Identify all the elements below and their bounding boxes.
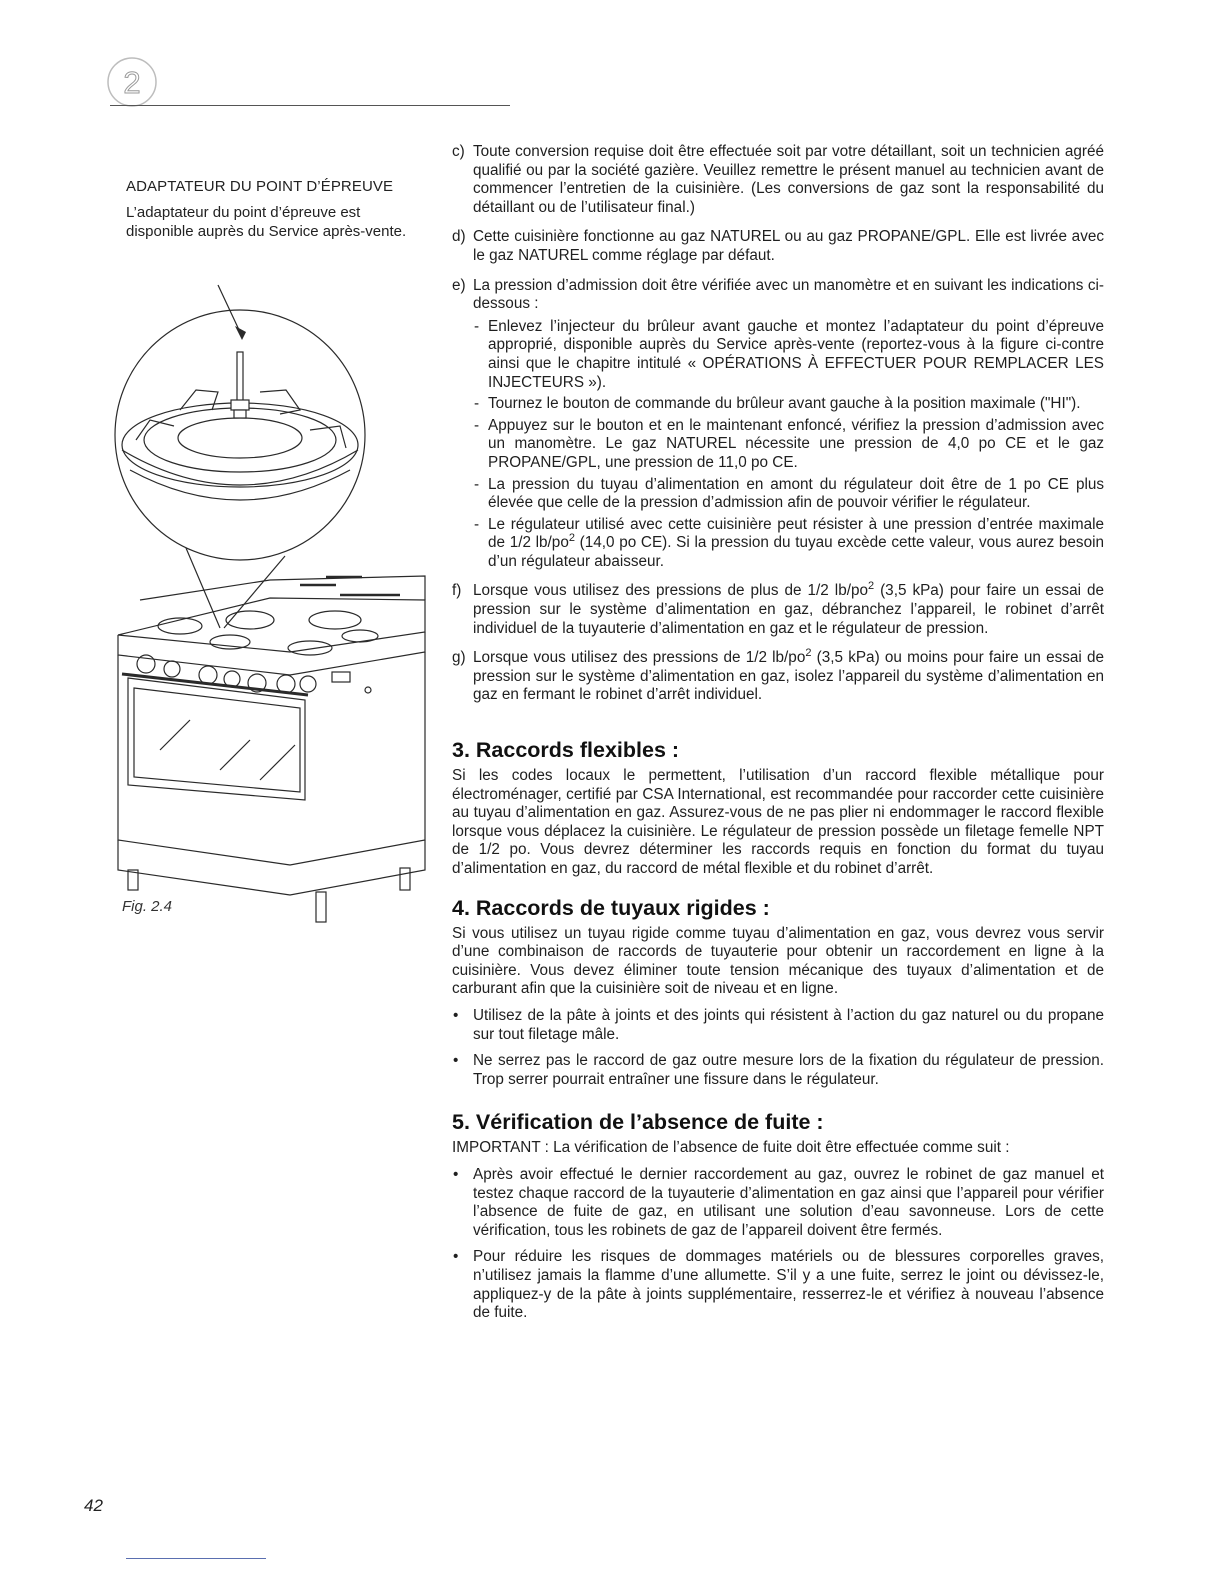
item-f-label: f) — [452, 582, 462, 600]
item-c — [452, 143, 1104, 217]
item-g — [452, 649, 1104, 705]
item-c-label: c) — [452, 143, 465, 160]
superscript: 2 — [805, 647, 812, 660]
bullet-text: Utilisez de la pâte à joints et des joints qui résistent à l’action du gaz naturel ou du propane sur tout filetage mâle. — [473, 1006, 1104, 1043]
item-e-sub-text: Le régulateur utilisé avec cette cuisinière peut résister à une pression d’entrée maximale de 1/2 lb/po — [488, 515, 1104, 552]
item-d-label: d) — [452, 228, 466, 246]
range-illustration — [100, 280, 440, 940]
header-rule — [110, 105, 510, 106]
section-4-bullet — [452, 1007, 1104, 1044]
adapter-title: ADAPTATEUR DU POINT D’ÉPREUVE — [126, 178, 394, 195]
adapter-text: L’adaptateur du point d’épreuve est disponible auprès du Service après-vente. — [126, 204, 407, 240]
item-g-text: Lorsque vous utilisez des pressions de 1/2 lb/po — [473, 649, 806, 667]
figure-caption: Fig. 2.4 — [122, 898, 173, 915]
dash: - — [474, 317, 480, 335]
chapter-number: 2 — [123, 65, 141, 100]
dash: - — [474, 515, 480, 533]
item-g-label: g) — [452, 649, 466, 667]
item-f — [452, 582, 1104, 638]
section-3-text: Si les codes locaux le permettent, l’utilisation d’un raccord flexible métallique pour électroménager, certifié par CSA International, est recommandée pour raccorder cette cuisinière au tuyau d’alimentation en gaz. Assurez-vous de ne pas plier ni endommager le raccord flexible lorsque vous déplacez la cuisinière. Le régulateur de pression possède un filetage femelle NPT de 1/2 po. Vous devrez déterminer les raccords requis en fonction du format du tuyau d’alimentation en gaz, du raccord de métal flexible et du robinet d’arrêt. — [452, 767, 1104, 877]
page-number: 42 — [84, 1496, 103, 1515]
chapter-circle-icon — [102, 52, 162, 112]
item-e-sub-text: Enlevez l’injecteur du brûleur avant gauche et montez l’adaptateur du point d’épreuve approprié, disponible auprès du Service après-vente (reportez-vous à la figure ci-contre ainsi que le chapitre intitulé « OPÉRATIONS À EFFECTUER POUR REMPLACER LES INJECTEURS »). — [488, 317, 1104, 391]
section-3-title: 3. Raccords flexibles : — [452, 738, 680, 763]
item-c-text: Toute conversion requise doit être effectuée soit par votre détaillant, soit un technicien agréé qualifié ou par la société gazière. Veuillez remettre le présent manuel au technicien avant de commencer l’entretien de la cuisinière. (Les conversions de gaz sont la responsabilité du détaillant ou de l’utilisateur final.) — [473, 143, 1104, 216]
item-e-label: e) — [452, 276, 466, 294]
range-figure — [100, 280, 440, 940]
chapter-badge — [102, 52, 162, 112]
bullet-text: Après avoir effectué le dernier raccordement au gaz, ouvrez le robinet de gaz manuel et testez chaque raccord de la tuyauterie d’alimentation en gaz ainsi que l’appareil pour vérifier l’absence de fuite de gaz, en utilisant une solution d’eau savonneuse. Lors de cette vérification, tous les robinets de gaz de l’appareil doivent être fermés. — [473, 1165, 1104, 1239]
instructions-column — [452, 143, 1104, 1331]
bullet-dot: • — [453, 1052, 459, 1070]
item-d — [452, 228, 1104, 265]
item-g-text: (3,5 kPa) ou moins pour faire un essai de pression sur le système d’alimentation en gaz, isolez l’appareil du système d’alimentation en gaz en fermant le robinet d’arrêt individuel. — [473, 649, 1104, 704]
superscript: 2 — [867, 580, 875, 593]
footer-rule — [126, 1558, 266, 1559]
section-5-bullet — [452, 1248, 1104, 1322]
item-d-text: Cette cuisinière fonctionne au gaz NATUREL ou au gaz PROPANE/GPL. Elle est livrée avec le gaz NATUREL comme réglage par défaut. — [473, 228, 1104, 264]
dash: - — [474, 416, 480, 434]
bullet-dot: • — [453, 1165, 459, 1183]
dash: - — [474, 475, 480, 493]
bullet-text: Ne serrez pas le raccord de gaz outre mesure lors de la fixation du régulateur de pression. Trop serrer pourrait entraîner une fissure dans le régulateur. — [473, 1052, 1104, 1088]
item-e-sub — [452, 318, 1104, 392]
bullet-dot: • — [453, 1248, 459, 1266]
section-4-bullet — [452, 1052, 1104, 1089]
section-4-text: Si vous utilisez un tuyau rigide comme tuyau d’alimentation en gaz, vous devrez vous servir d’une combinaison de raccords de tuyauterie pour obtenir un raccordement en ligne à la cuisinière. Vous devez éliminer toute tension mécanique des tuyaux d’alimentation et de carburant afin que la cuisinière soit de niveau et en ligne. — [452, 924, 1104, 998]
item-e-sub-text: Appuyez sur le bouton et en le maintenant enfoncé, vérifiez la pression d’admission avec un manomètre. Le gaz NATUREL nécessite une pression de 4,0 po CE et le gaz PROPANE/GPL, une pression de 11,0 po CE. — [488, 416, 1104, 471]
bullet-dot: • — [453, 1006, 459, 1024]
item-e-sub — [452, 395, 1104, 414]
item-f-text: (3,5 kPa) pour faire un essai de pression sur le système d’alimentation en gaz, débranchez l’appareil, le robinet d’arrêt individuel de la tuyauterie d’alimentation en gaz et le régulateur de pression. — [473, 582, 1104, 637]
item-e-sub — [452, 476, 1104, 513]
item-e-sub — [452, 516, 1104, 572]
item-f-text: Lorsque vous utilisez des pressions de plus de 1/2 lb/po — [473, 582, 868, 600]
item-e — [452, 277, 1104, 314]
item-e-sub — [452, 417, 1104, 473]
superscript: 2 — [568, 532, 575, 545]
item-e-sub-text: (14,0 po CE). Si la pression du tuyau excède cette valeur, vous aurez besoin d’un régulateur abaisseur. — [488, 534, 1104, 570]
item-e-sub-text: La pression du tuyau d’alimentation en amont du régulateur doit être de 1 po CE plus élevée que celle de la pression d’admission afin de pouvoir vérifier le régulateur. — [488, 475, 1104, 512]
section-4-title: 4. Raccords de tuyaux rigides : — [452, 895, 770, 920]
item-e-sub-text: Tournez le bouton de commande du brûleur avant gauche à la position maximale ("HI"). — [488, 395, 1081, 413]
item-e-text: La pression d’admission doit être vérifiée avec un manomètre et en suivant les indications ci-dessous : — [473, 276, 1104, 313]
dash: - — [474, 395, 480, 413]
section-5-bullet — [452, 1166, 1104, 1240]
bullet-text: Pour réduire les risques de dommages matériels ou de blessures corporelles graves, n’utilisez jamais la flamme d’une allumette. S’il y a une fuite, serrez le joint ou dévissez-le, appliquez-y de la pâte à joints supplémentaire, resserrez-le et vérifiez à nouveau l’absence de fuite. — [473, 1248, 1104, 1322]
section-5-intro: IMPORTANT : La vérification de l’absence de fuite doit être effectuée comme suit : — [452, 1139, 1010, 1157]
section-5-title: 5. Vérification de l’absence de fuite : — [452, 1110, 824, 1135]
